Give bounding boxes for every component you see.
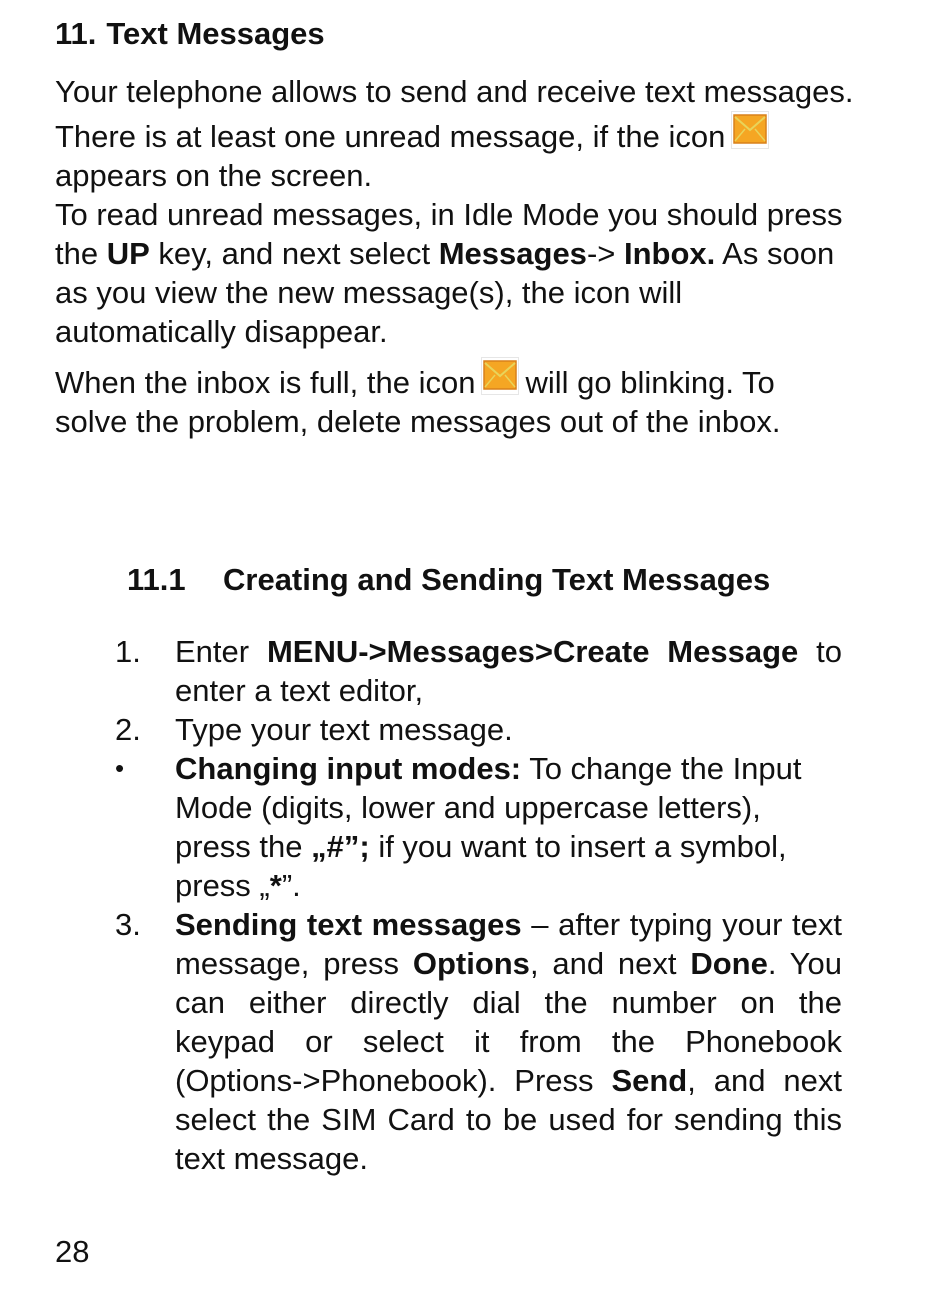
intro-p1-end: appears on the screen. xyxy=(55,158,373,193)
list-item-body xyxy=(175,749,842,905)
list-item-body: Type your text message. xyxy=(175,712,513,747)
section-heading xyxy=(55,14,325,54)
section-title: Text Messages xyxy=(106,16,325,51)
intro-p1-text: Your telephone allows to send and receive text messages. There is at least one unread message, if the icon xyxy=(55,74,854,154)
inbox-menu: Inbox. xyxy=(624,236,716,271)
list-item-body xyxy=(175,905,842,1178)
step-text: – after typing your text message, press xyxy=(175,907,843,981)
step-text: . You can either directly dial the number on the keypad or select it from the Phonebook (Options->Phonebook). Press xyxy=(175,946,842,1098)
p3-text-a: When the inbox is full, the icon xyxy=(55,365,476,400)
step-text: Enter xyxy=(175,634,267,669)
options-key: Options xyxy=(412,946,530,981)
subsection-title: Creating and Sending Text Messages xyxy=(223,562,771,597)
step-text: to enter a text editor, xyxy=(175,634,842,708)
step-label: Sending text messages xyxy=(175,907,522,942)
done-key: Done xyxy=(690,946,768,981)
subsection-heading xyxy=(127,560,770,600)
p2-arrow: -> xyxy=(586,236,616,271)
step-text: To change the Input Mode (digits, lower and uppercase letters), press the xyxy=(175,751,802,864)
envelope-icon xyxy=(731,111,769,149)
list-item xyxy=(115,905,842,1178)
p2-text-b: key, and next select xyxy=(149,236,439,271)
step-text: , and next select the SIM Card to be used for sending this text message. xyxy=(175,1063,842,1176)
list-marker: 2. xyxy=(115,712,141,747)
hash-key: „#”; xyxy=(311,829,370,864)
bullet-marker: • xyxy=(115,753,125,783)
envelope-icon xyxy=(481,357,519,395)
menu-path: MENU->Messages>Create Message xyxy=(266,634,799,669)
list-marker: 1. xyxy=(115,634,141,669)
subsection-number: 11.1 xyxy=(127,562,186,597)
section-number: 11. xyxy=(55,16,97,51)
p2-text-a: To read unread messages, in Idle Mode you should press the xyxy=(55,197,843,271)
send-key: Send xyxy=(611,1063,688,1098)
list-item xyxy=(115,632,842,710)
step-text: , and next xyxy=(529,946,691,981)
list-marker: 3. xyxy=(115,907,141,942)
messages-menu: Messages xyxy=(438,236,587,271)
list-item xyxy=(115,749,842,905)
step-label: Changing input modes: xyxy=(175,751,522,786)
intro-text xyxy=(55,72,855,441)
page-number: 28 xyxy=(55,1234,90,1269)
list-item-body xyxy=(175,632,842,710)
steps-list xyxy=(115,632,842,1178)
intro-paragraph-2 xyxy=(55,195,855,351)
p3-text-b: will go blinking. To solve the problem, delete messages out of the inbox. xyxy=(55,365,781,439)
up-key: UP xyxy=(106,236,150,271)
step-text: ”. xyxy=(281,868,301,903)
intro-paragraph-1 xyxy=(55,72,855,195)
intro-paragraph-3 xyxy=(55,357,855,441)
step-text: if you want to insert a symbol, press „ xyxy=(175,829,787,903)
list-item xyxy=(115,710,842,749)
p2-text-c: As soon as you view the new message(s), the icon will automatically disappear. xyxy=(55,236,835,349)
star-key: * xyxy=(269,868,282,903)
